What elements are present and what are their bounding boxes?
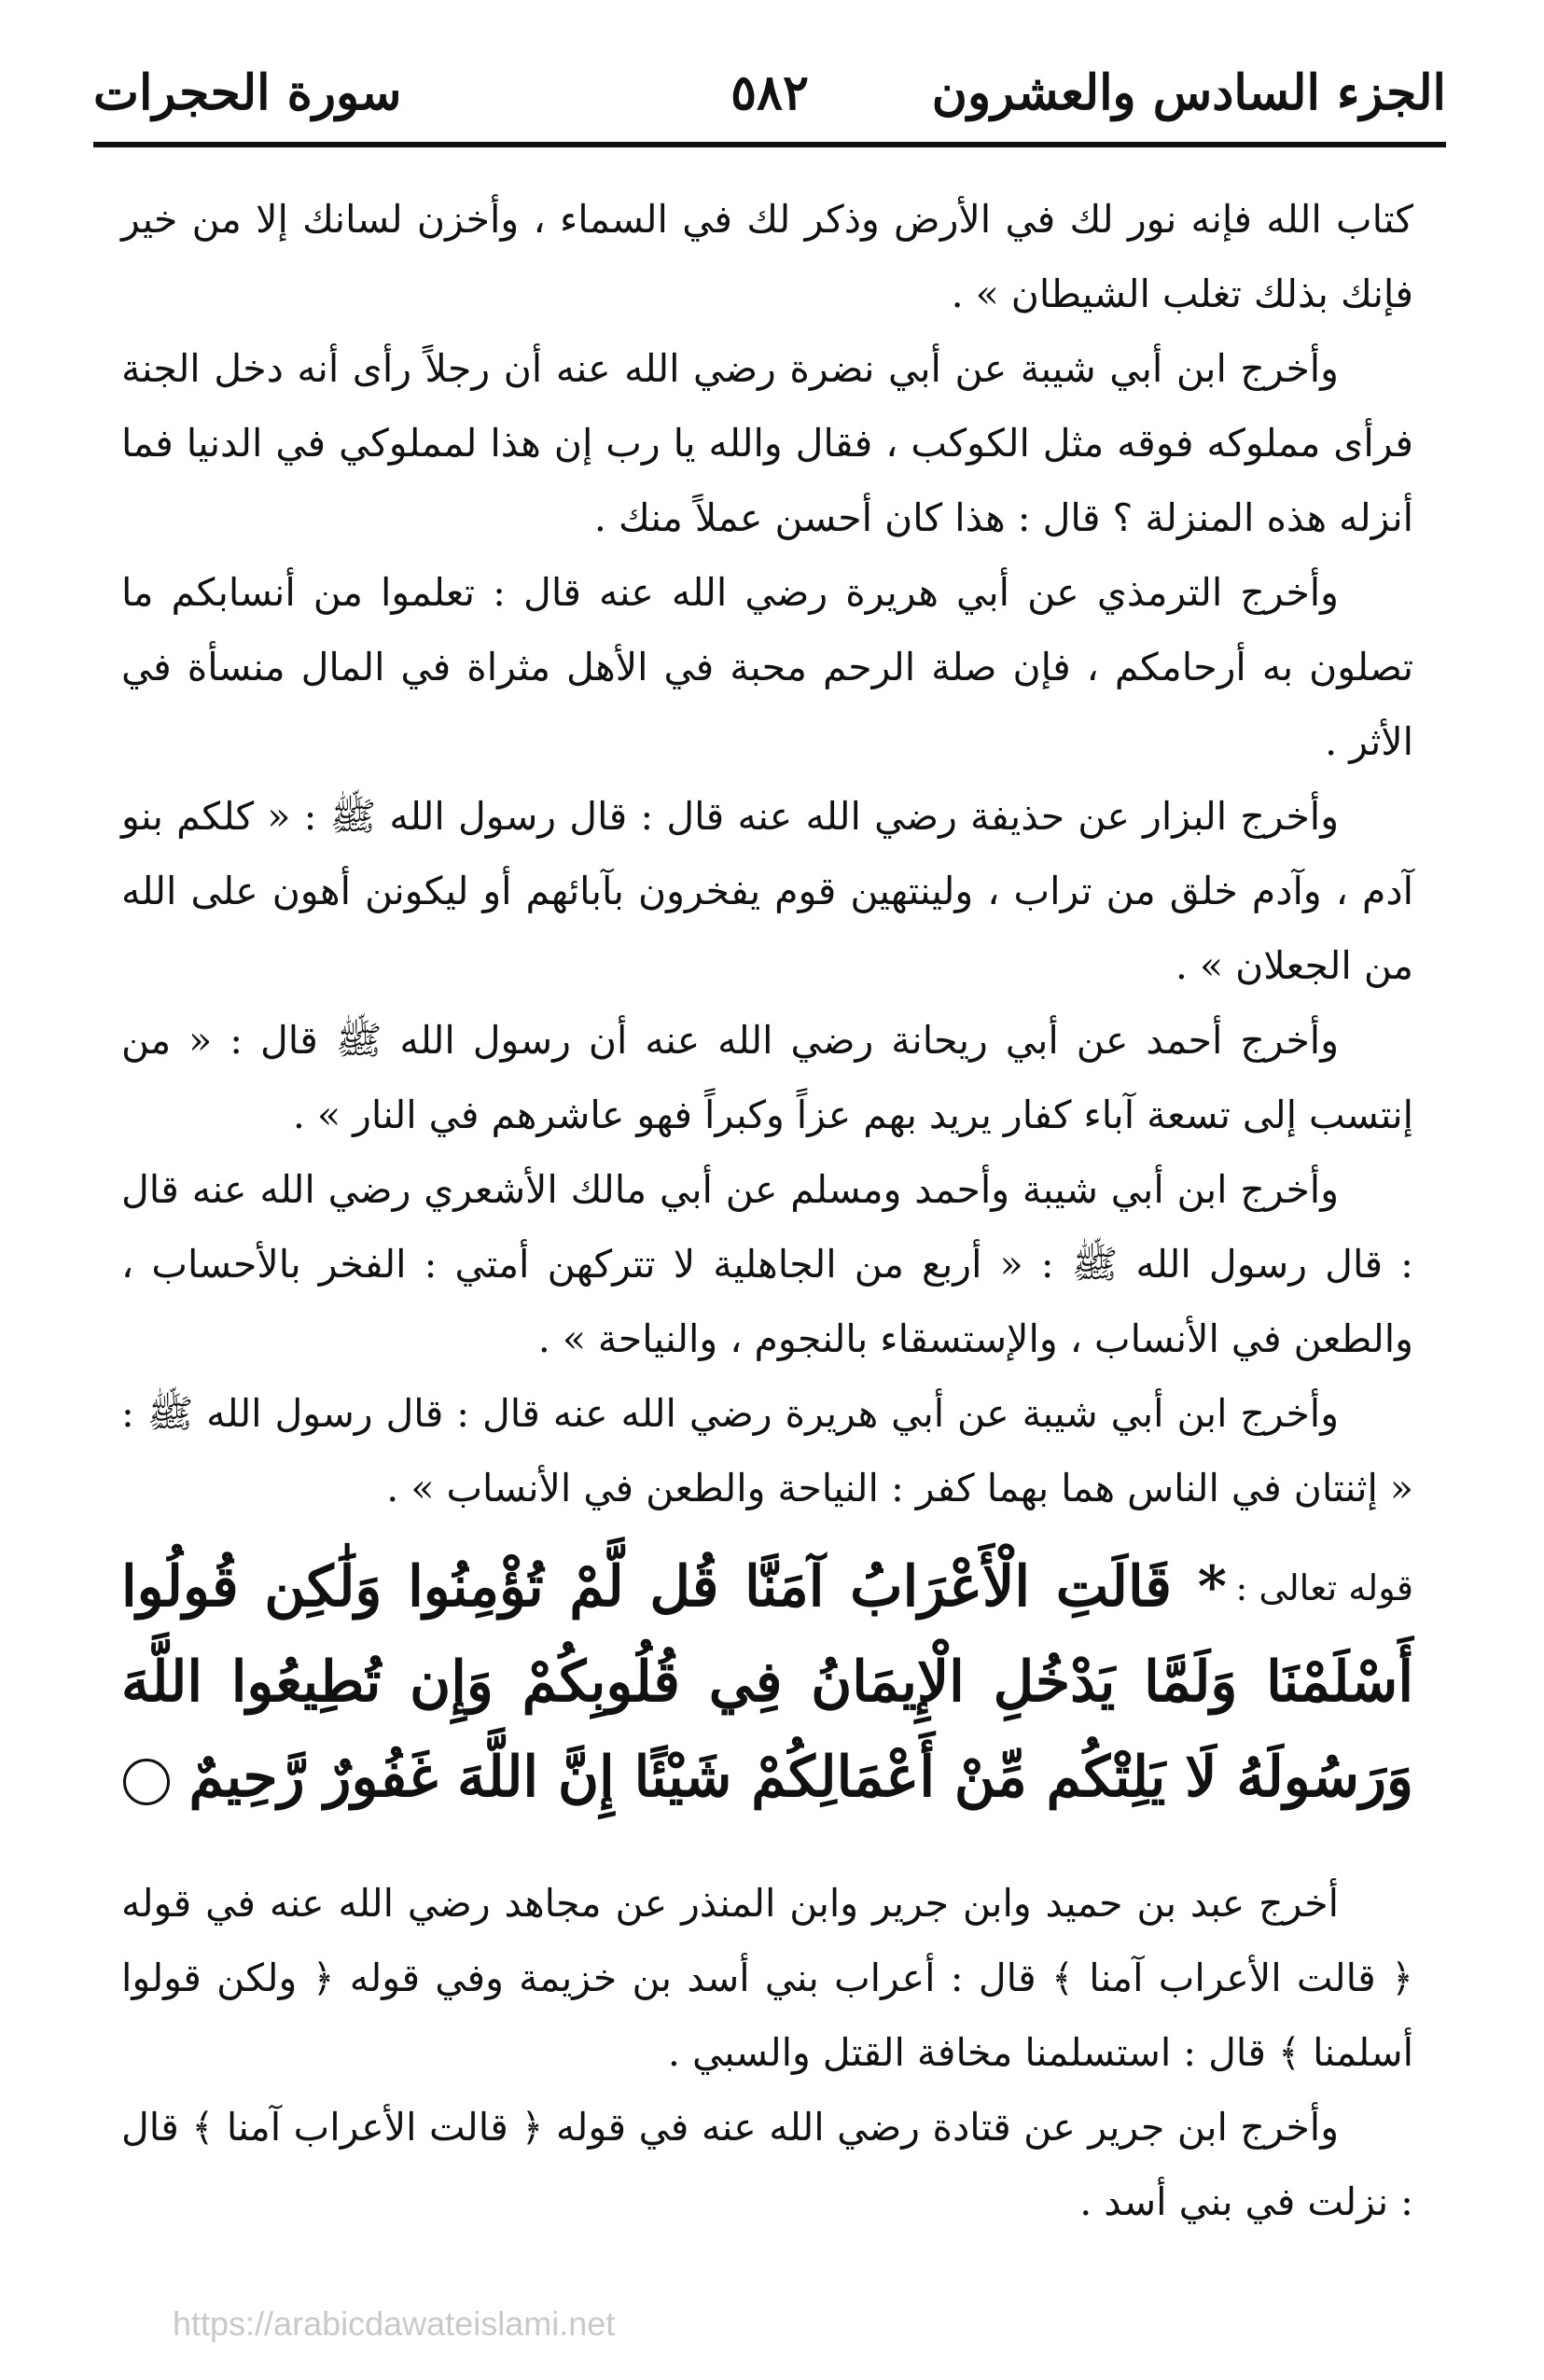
paragraph: وأخرج البزار عن حذيفة رضي الله عنه قال : قال رسول الله ﷺ : « كلكم بنو آدم ، وآدم خلق من تراب ، ولينتهين قوم يفخرون بآبائهم أو ليكونن أهون على الله من الجعلان » .: [121, 794, 1413, 988]
verse-intro: قوله تعالى :: [1235, 1567, 1413, 1608]
paragraph: أخرج عبد بن حميد وابن جرير وابن المنذر عن مجاهد رضي الله عنه في قوله ﴿ قالت الأعراب آمنا ﴾ قال : أعراب بني أسد بن خزيمة وفي قوله ﴿ ولكن قولوا أسلمنا ﴾ قال : استسلمنا مخافة القتل والسبي .: [121, 1881, 1413, 2075]
paragraph: وأخرج الترمذي عن أبي هريرة رضي الله عنه قال : تعلموا من أنسابكم ما تصلون به أرحامكم ، فإن صلة الرحم محبة في الأهل مثراة في المال منسأة في الأثر .: [121, 570, 1413, 764]
main-text: [121, 182, 1413, 1525]
paragraph: كتاب الله فإنه نور لك في الأرض وذكر لك في السماء ، وأخزن لسانك إلا من خير فإنك بذلك تغلب الشيطان » .: [121, 197, 1413, 316]
commentary-text: [121, 1866, 1413, 2239]
paragraph: وأخرج أحمد عن أبي ريحانة رضي الله عنه أن رسول الله ﷺ قال : « من إنتسب إلى تسعة آباء كفار يريد بهم عزاً وكبراً فهو عاشرهم في النار » .: [121, 1018, 1413, 1137]
verse-words: * قَالَتِ الْأَعْرَابُ آمَنَّا قُل لَّمْ تُؤْمِنُوا وَلَٰكِن قُولُوا أَسْلَمْنَا وَلَمَّا يَدْخُلِ الْإِيمَانُ فِي قُلُوبِكُمْ وَإِن تُطِيعُوا اللَّهَ وَرَسُولَهُ لَا يَلِتْكُم مِّنْ أَعْمَالِكُمْ شَيْئًا إِنَّ اللَّهَ غَفُورٌ رَّحِيمٌ: [121, 1554, 1413, 1810]
surah-title: سورة الحجرات: [93, 64, 402, 121]
page-header: [93, 51, 1446, 135]
verse-number-ornament: [123, 1759, 170, 1805]
paragraph: وأخرج ابن أبي شيبة عن أبي نضرة رضي الله عنه أن رجلاً رأى أنه دخل الجنة فرأى مملوكه فوقه مثل الكوكب ، فقال والله يا رب إن هذا لمملوكي في الدنيا فما أنزله هذه المنزلة ؟ قال : هذا كان أحسن عملاً منك .: [121, 346, 1413, 540]
paragraph: وأخرج ابن جرير عن قتادة رضي الله عنه في قوله ﴿ قالت الأعراب آمنا ﴾ قال : نزلت في بني أسد .: [121, 2105, 1413, 2224]
paragraph: وأخرج ابن أبي شيبة وأحمد ومسلم عن أبي مالك الأشعري رضي الله عنه قال : قال رسول الله ﷺ : « أربع من الجاهلية لا تتركهن أمتي : الفخر بالأحساب ، والطعن في الأنساب ، والإستسقاء بالنجوم ، والنياحة » .: [121, 1167, 1413, 1361]
paragraph: وأخرج ابن أبي شيبة عن أبي هريرة رضي الله عنه قال : قال رسول الله ﷺ : « إثنتان في الناس هما بهما كفر : النياحة والطعن في الأنساب » .: [121, 1391, 1413, 1510]
quran-verse-block: [121, 1539, 1413, 1825]
juz-title: الجزء السادس والعشرون: [931, 64, 1446, 121]
watermark-url: https://arabicdawateislami.net: [173, 2304, 616, 2343]
page-number: ٥٨٢: [730, 64, 809, 121]
header-rule: [93, 142, 1446, 147]
verse-text: [121, 1539, 1413, 1825]
